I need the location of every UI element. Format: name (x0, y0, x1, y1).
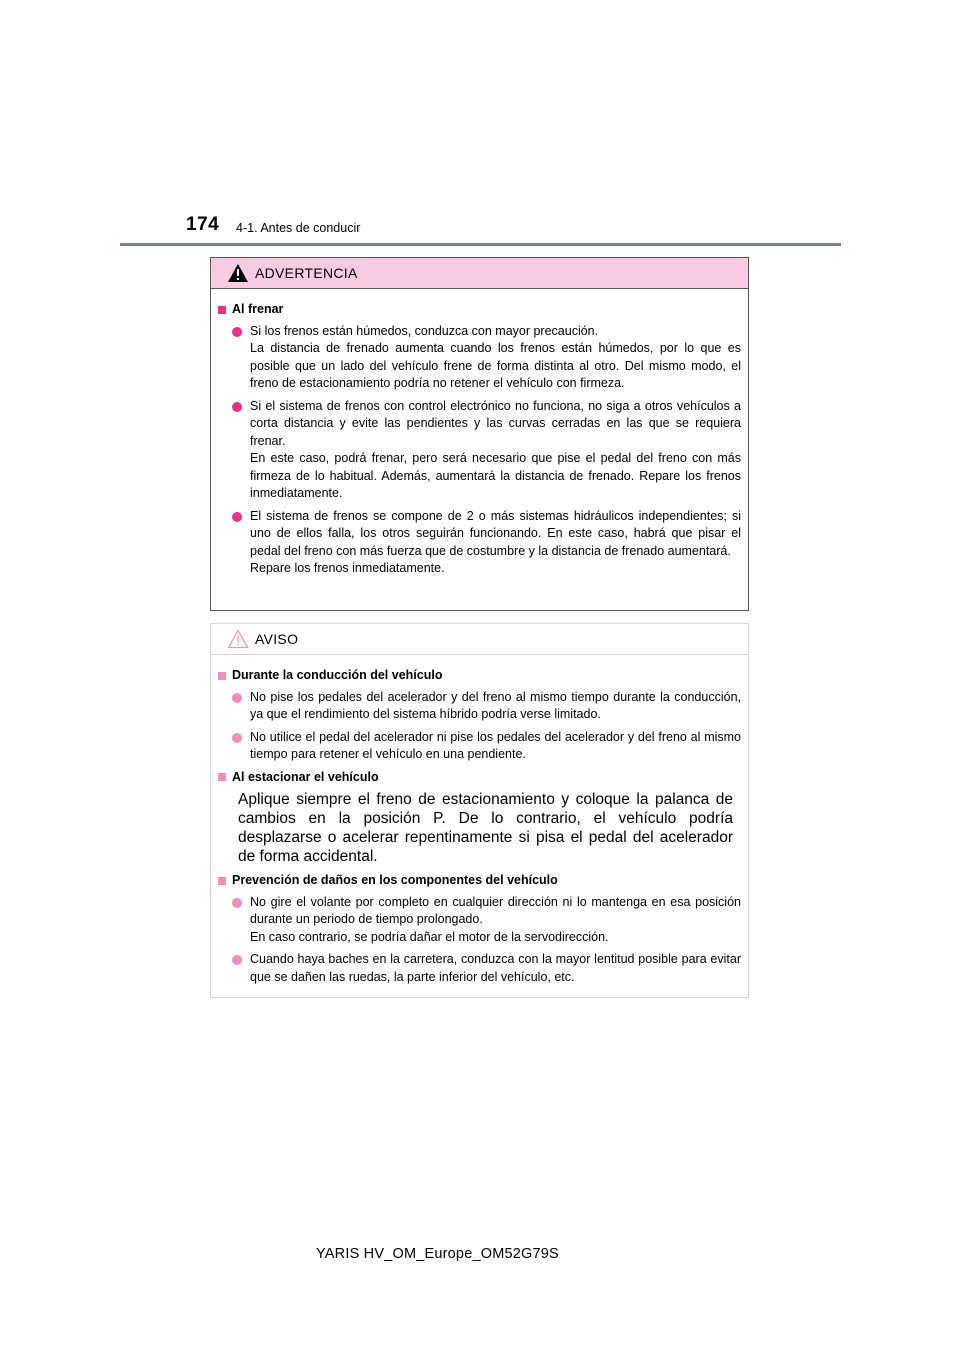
circle-bullet-icon (232, 402, 242, 412)
list-item (232, 508, 741, 578)
list-item-text: El sistema de frenos se compone de 2 o más sistemas hidráulicos independientes; si uno de ellos falla, los otros seguirán funcionando. En este caso, habrá que pisar el pedal del freno con más fuerza que de costumbre y la distancia de frenado aumentará. Repare los frenos inmediatamente. (250, 508, 741, 575)
paragraph: Aplique siempre el freno de estacionamiento y coloque la palanca de cambios en la posición P. De lo contrario, el vehículo podría desplazarse o acelerar repentinamente si pisa el pedal del acelerador de forma accidental. (238, 791, 733, 865)
circle-bullet-icon (232, 693, 242, 703)
warning-triangle-icon (227, 263, 249, 283)
list-item-text: Si el sistema de frenos con control electrónico no funciona, no siga a otros vehículos a corta distancia y evite las pendientes y las curvas cerradas en las que se requiera frenar. En este caso, podrá frenar, pero será necesario que pise el pedal del freno con más firmeza de lo habitual. Además, aumentará la distancia de frenado. Repare los frenos inmediatamente. (250, 398, 741, 500)
square-bullet-icon (218, 306, 226, 314)
notice-subheading (218, 769, 741, 787)
notice-subheading (218, 872, 741, 890)
notice-triangle-icon (227, 629, 249, 649)
footer-document-code: YARIS HV_OM_Europe_OM52G79S (316, 1246, 559, 1262)
page-number: 174 (186, 214, 220, 235)
square-bullet-icon (218, 877, 226, 885)
list-item-text: Cuando haya baches en la carretera, conduzca con la mayor lentitud posible para evitar que se dañen las ruedas, la parte inferior del vehículo, etc. (250, 952, 741, 984)
warning-box (210, 257, 749, 611)
circle-bullet-icon (232, 327, 242, 337)
list-item-text: No pise los pedales del acelerador y del freno al mismo tiempo durante la conducción, ya que el rendimiento del sistema híbrido podría verse limitado. (250, 689, 741, 721)
circle-bullet-icon (232, 898, 242, 908)
list-item (232, 689, 741, 724)
square-bullet-icon (218, 773, 226, 781)
list-item (232, 894, 741, 947)
warning-subheading (218, 301, 741, 319)
section-title: 4-1. Antes de conducir (236, 221, 361, 235)
list-item (232, 323, 741, 393)
circle-bullet-icon (232, 512, 242, 522)
list-item (232, 398, 741, 503)
notice-header (211, 624, 748, 655)
notice-subheading-text: Prevención de daños en los componentes del vehículo (232, 873, 558, 887)
warning-header (211, 258, 748, 289)
notice-title: AVISO (255, 631, 299, 647)
notice-box (210, 623, 749, 998)
warning-subheading-text: Al frenar (232, 302, 284, 316)
square-bullet-icon (218, 672, 226, 680)
notice-subheading-text: Durante la conducción del vehículo (232, 668, 443, 682)
list-item (232, 951, 741, 986)
list-item-text: Si los frenos están húmedos, conduzca con mayor precaución. La distancia de frenado aumenta cuando los frenos están húmedos, por lo que es posible que un lado del vehículo frene de forma distinta al otro. Del mismo modo, el freno de estacionamiento podría no retener el vehículo con firmeza. (250, 323, 741, 390)
circle-bullet-icon (232, 955, 242, 965)
warning-title: ADVERTENCIA (255, 265, 358, 281)
header-rule (120, 243, 841, 246)
notice-subheading (218, 667, 741, 685)
circle-bullet-icon (232, 733, 242, 743)
list-item (232, 729, 741, 764)
notice-subheading-text: Al estacionar el vehículo (232, 769, 379, 784)
list-item-text: No gire el volante por completo en cualquier dirección ni lo mantenga en esa posición durante un periodo de tiempo prolongado. En caso contrario, se podría dañar el motor de la servodirección. (250, 894, 741, 944)
list-item-text: No utilice el pedal del acelerador ni pise los pedales del acelerador y del freno al mismo tiempo para retener el vehículo en una pendiente. (250, 729, 741, 761)
